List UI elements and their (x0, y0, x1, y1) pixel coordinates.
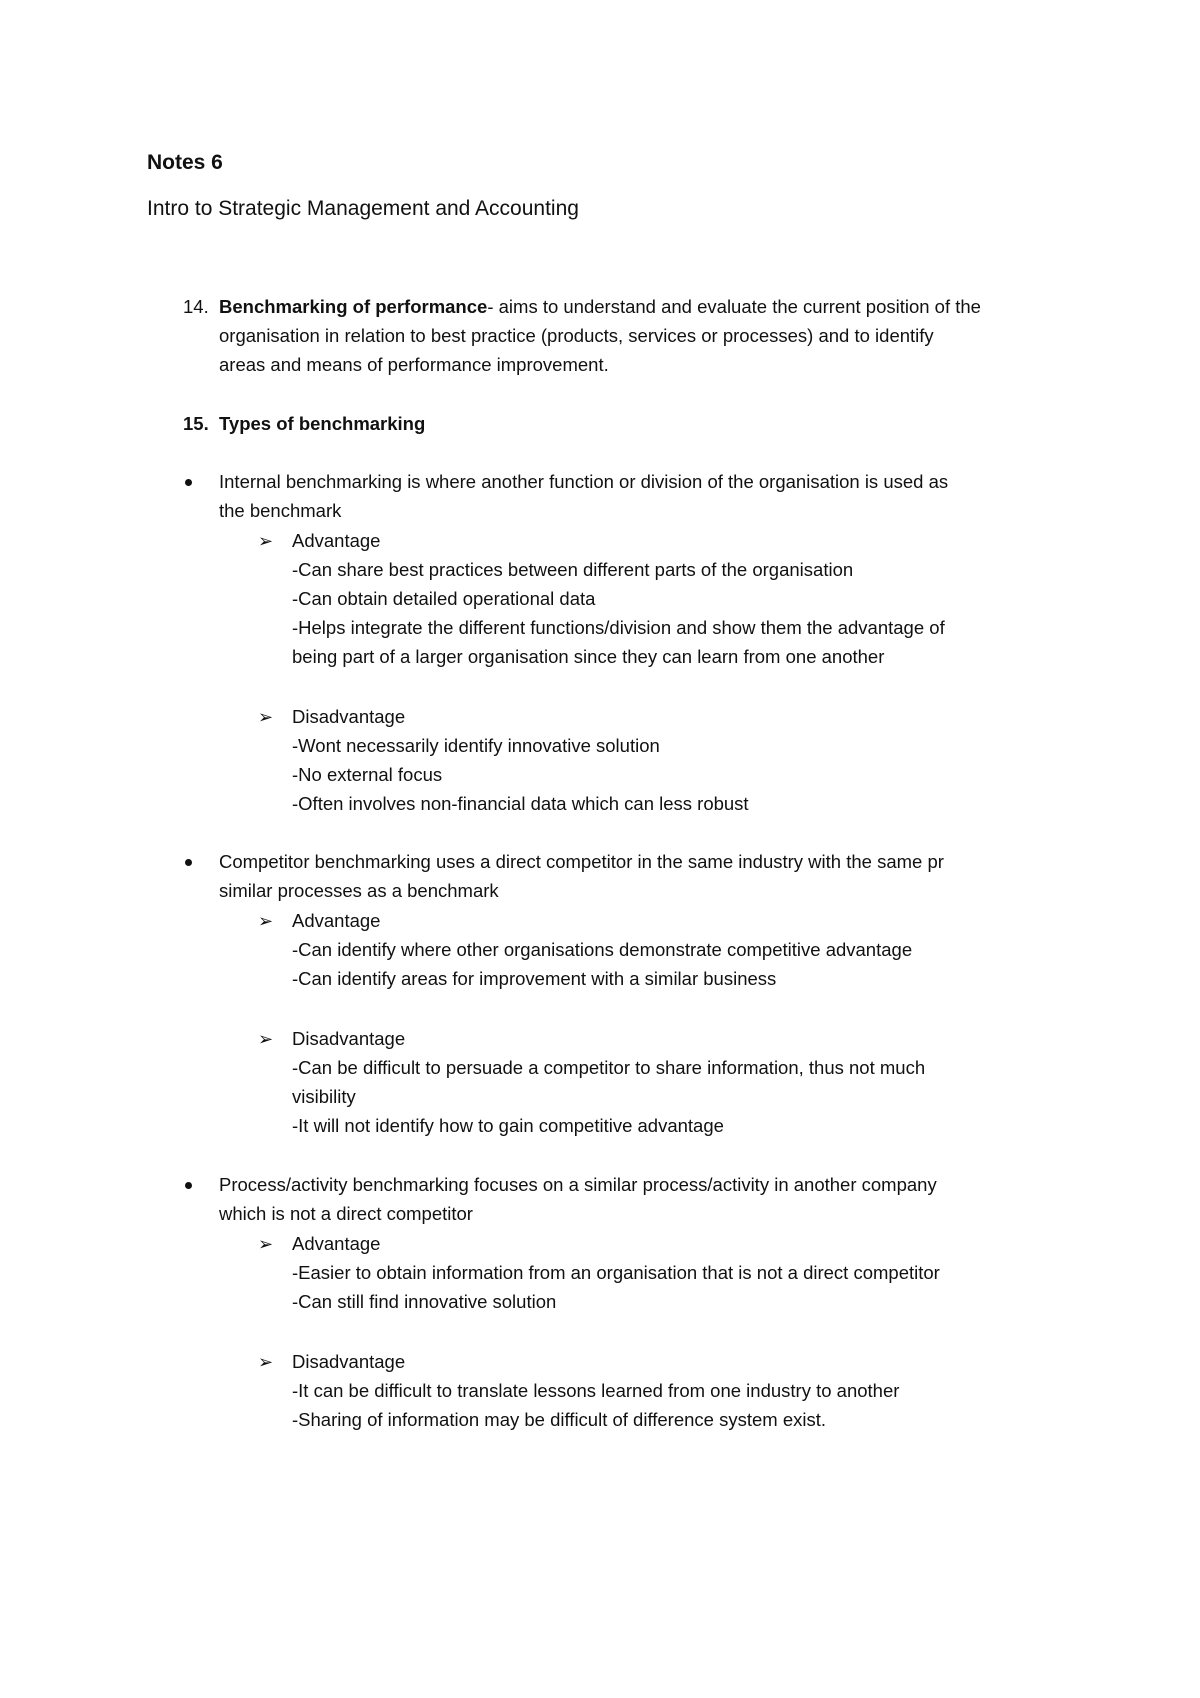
arrow-bullet-icon: ➢ (258, 707, 274, 727)
disadvantage-item: -Sharing of information may be difficult of difference system exist. (292, 1409, 827, 1430)
advantage-item: -Can obtain detailed operational data (292, 588, 596, 609)
type-line: which is not a direct competitor (219, 1203, 473, 1224)
item-15-label: Types of benchmarking (219, 413, 426, 434)
item-15-number: 15. (183, 413, 209, 434)
type-line: similar processes as a benchmark (219, 880, 499, 901)
advantage-label: Advantage (292, 1233, 381, 1254)
type-line: Internal benchmarking is where another function or division of the organisation is used as (219, 471, 949, 492)
type-line: Process/activity benchmarking focuses on a similar process/activity in another company (219, 1174, 937, 1195)
disadvantage-item: -It will not identify how to gain competitive advantage (292, 1115, 724, 1136)
bullet-icon (185, 859, 192, 866)
item-14-label: Benchmarking of performance (219, 296, 488, 317)
doc-title: Notes 6 (147, 151, 223, 174)
advantage-label: Advantage (292, 910, 381, 931)
doc-subtitle: Intro to Strategic Management and Accounting (147, 197, 579, 220)
advantage-item: -Can still find innovative solution (292, 1291, 557, 1312)
advantage-item: -Can identify where other organisations demonstrate competitive advantage (292, 939, 913, 960)
advantage-item: -Helps integrate the different functions/division and show them the advantage of (292, 617, 945, 638)
arrow-bullet-icon: ➢ (258, 1029, 274, 1049)
disadvantage-item: -Wont necessarily identify innovative solution (292, 735, 660, 756)
item-14-line: organisation in relation to best practice (products, services or processes) and to identify (219, 325, 934, 346)
arrow-bullet-icon: ➢ (258, 911, 274, 931)
type-line: the benchmark (219, 500, 342, 521)
advantage-label: Advantage (292, 530, 381, 551)
arrow-bullet-icon: ➢ (258, 1234, 274, 1254)
advantage-item: -Easier to obtain information from an organisation that is not a direct competitor (292, 1262, 940, 1283)
disadvantage-item: -No external focus (292, 764, 443, 785)
disadvantage-item: -Can be difficult to persuade a competitor to share information, thus not much (292, 1057, 926, 1078)
item-14-line (219, 295, 981, 319)
disadvantage-item: -Often involves non-financial data which can less robust (292, 793, 749, 814)
item-14-line: areas and means of performance improvement. (219, 354, 609, 375)
item-14-number: 14. (183, 296, 209, 317)
disadvantage-item: -It can be difficult to translate lessons learned from one industry to another (292, 1380, 900, 1401)
type-line: Competitor benchmarking uses a direct competitor in the same industry with the same pr (219, 851, 944, 872)
bullet-icon (185, 479, 192, 486)
disadvantage-item: visibility (292, 1086, 356, 1107)
disadvantage-label: Disadvantage (292, 1028, 406, 1049)
advantage-item: being part of a larger organisation since they can learn from one another (292, 646, 885, 667)
arrow-bullet-icon: ➢ (258, 1352, 274, 1372)
bullet-icon (185, 1182, 192, 1189)
arrow-bullet-icon: ➢ (258, 531, 274, 551)
advantage-item: -Can identify areas for improvement with a similar business (292, 968, 777, 989)
disadvantage-label: Disadvantage (292, 706, 406, 727)
item-14-text: - aims to understand and evaluate the current position of the (487, 296, 981, 317)
disadvantage-label: Disadvantage (292, 1351, 406, 1372)
advantage-item: -Can share best practices between different parts of the organisation (292, 559, 854, 580)
